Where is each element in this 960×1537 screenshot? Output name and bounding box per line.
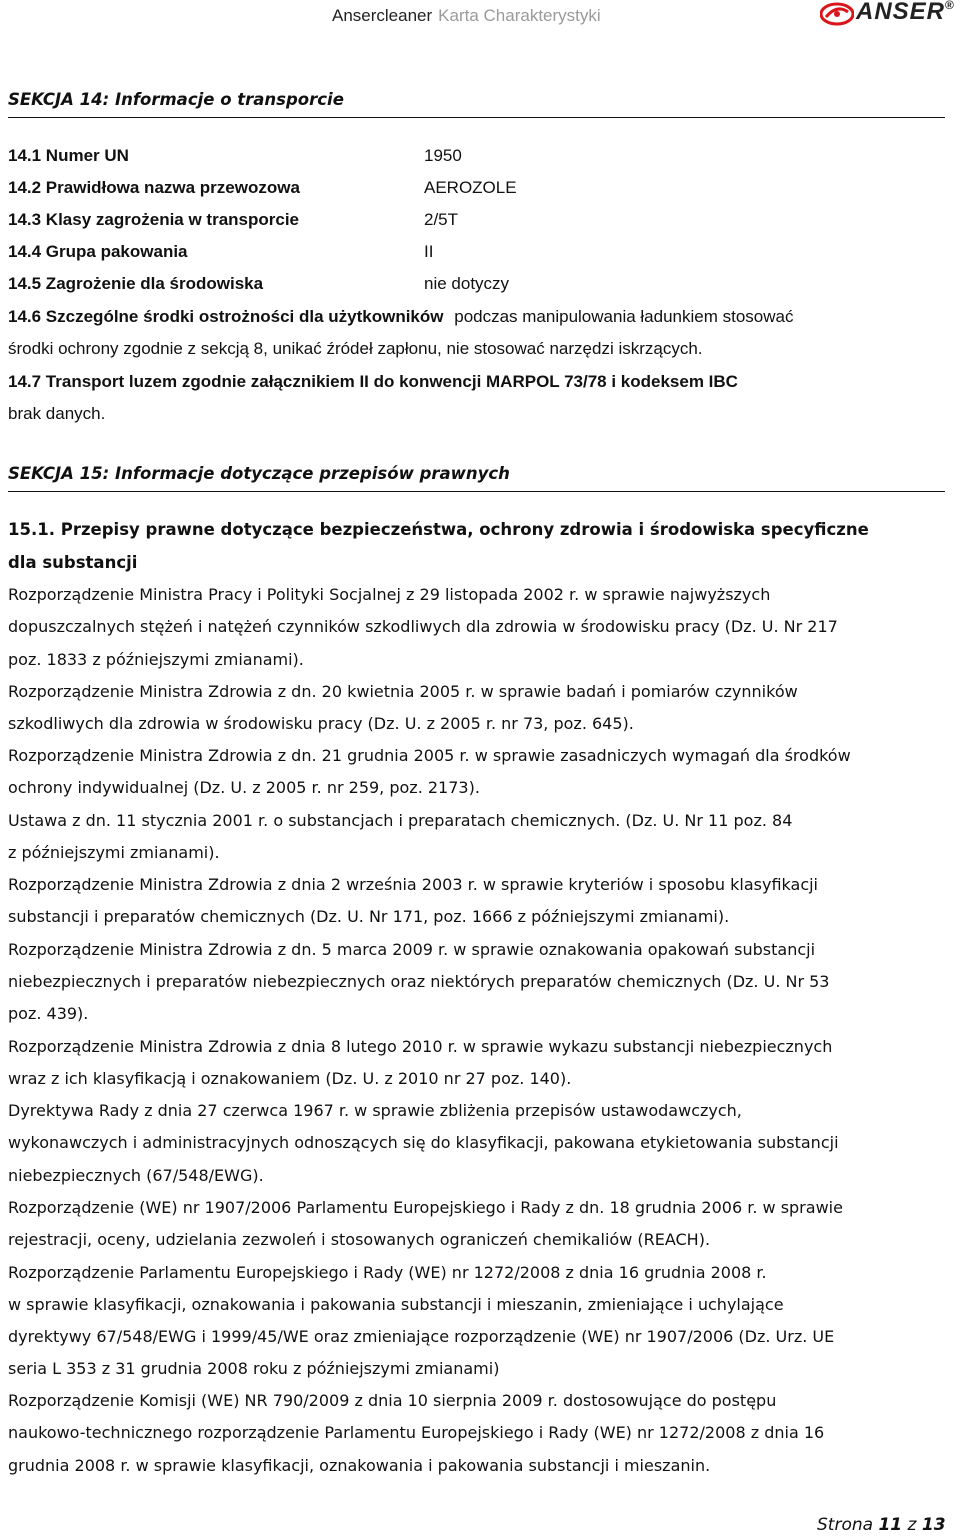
transport-item-value: II [424, 242, 434, 261]
transport-item-label: 14.3 Klasy zagrożenia w transporcie [8, 210, 300, 229]
regulation-line: ochrony indywidualnej (Dz. U. z 2005 r. nr 259, poz. 2173). [8, 778, 480, 797]
page-number-current: 11 [878, 1515, 903, 1535]
regulation-line: poz. 1833 z późniejszymi zmianami). [8, 650, 304, 669]
regulation-line: w sprawie klasyfikacji, oznakowania i pakowania substancji i mieszanin, zmieniające i uchylające [8, 1295, 784, 1314]
regulation-line: substancji i preparatów chemicznych (Dz. U. Nr 171, poz. 1666 z późniejszymi zmianami). [8, 907, 730, 926]
page-number [817, 1515, 946, 1535]
anser-logo-text: ANSER® [856, 0, 955, 25]
regulation-line: Rozporządzenie Parlamentu Europejskiego i Rady (WE) nr 1272/2008 z dnia 16 grudnia 2008 r. [8, 1263, 767, 1282]
regulation-line: Rozporządzenie (WE) nr 1907/2006 Parlamentu Europejskiego i Rady z dn. 18 grudnia 2006 r. w sprawie [8, 1198, 843, 1217]
page-number-total: 13 [921, 1515, 946, 1535]
transport-item-label: 14.1 Numer UN [8, 146, 129, 165]
regulation-line: wykonawczych i administracyjnych odnoszących się do klasyfikacji, pakowana etykietowania substancji [8, 1133, 839, 1152]
transport-item-label: 14.5 Zagrożenie dla środowiska [8, 274, 264, 293]
regulation-line: Rozporządzenie Ministra Zdrowia z dn. 20 kwietnia 2005 r. w sprawie badań i pomiarów czynników [8, 682, 798, 701]
transport-item-value: 1950 [424, 146, 462, 165]
regulation-line: Rozporządzenie Ministra Pracy i Polityki Socjalnej z 29 listopada 2002 r. w sprawie najwyższych [8, 585, 771, 604]
transport-item-7-text: brak danych. [8, 404, 106, 423]
transport-item-6-text-cont: środki ochrony zgodnie z sekcją 8, unikać źródeł zapłonu, nie stosować narzędzi iskrzących. [8, 339, 703, 358]
regulation-line: seria L 353 z 31 grudnia 2008 roku z późniejszymi zmianami) [8, 1359, 500, 1378]
section-15-heading: SEKCJA 15: Informacje dotyczące przepisów prawnych [8, 464, 510, 483]
section-14-rule [8, 117, 945, 118]
regulation-line: Rozporządzenie Ministra Zdrowia z dn. 21 grudnia 2005 r. w sprawie zasadniczych wymagań dla środków [8, 746, 851, 765]
regulation-line: szkodliwych dla zdrowia w środowisku pracy (Dz. U. z 2005 r. nr 73, poz. 645). [8, 714, 634, 733]
section-15-rule [8, 491, 945, 492]
transport-item-6-text: podczas manipulowania ładunkiem stosować [454, 307, 794, 326]
section-14-heading: SEKCJA 14: Informacje o transporcie [8, 90, 344, 109]
regulation-line: Rozporządzenie Ministra Zdrowia z dnia 8 lutego 2010 r. w sprawie wykazu substancji niebezpiecznych [8, 1037, 833, 1056]
header-product-name: Ansercleaner [332, 6, 433, 25]
transport-item-6-label: 14.6 Szczególne środki ostrożności dla użytkowników [8, 307, 444, 326]
regulation-line: dopuszczalnych stężeń i natężeń czynników szkodliwych dla zdrowia w środowisku pracy (Dz. U. Nr 217 [8, 617, 838, 636]
page-header [0, 0, 960, 34]
page-number-prefix: Strona [817, 1515, 874, 1535]
regulation-line: naukowo-technicznego rozporządzenie Parlamentu Europejskiego i Rady (WE) nr 1272/2008 z dnia 16 [8, 1423, 825, 1442]
regulation-line: rejestracji, oceny, udzielania zezwoleń i stosowanych ograniczeń chemikaliów (REACH). [8, 1230, 711, 1249]
regulation-line: dyrektywy 67/548/EWG i 1999/45/WE oraz zmieniające rozporządzenie (WE) nr 1907/2006 (Dz. Urz. UE [8, 1327, 835, 1346]
transport-item-value: nie dotyczy [424, 274, 510, 293]
regulation-line: niebezpiecznych i preparatów niebezpiecznych oraz niektórych preparatów chemicznych (Dz. U. Nr 53 [8, 972, 830, 991]
transport-item-value: 2/5T [424, 210, 459, 229]
transport-item-value: AEROZOLE [424, 178, 517, 197]
header-doc-type: Karta Charakterystyki [438, 6, 601, 25]
regulation-line: Rozporządzenie Komisji (WE) NR 790/2009 z dnia 10 sierpnia 2009 r. dostosowujące do postępu [8, 1391, 777, 1410]
transport-item-6 [8, 307, 952, 327]
regulation-line: poz. 439). [8, 1004, 89, 1023]
regulation-line: wraz z ich klasyfikacją i oznakowaniem (Dz. U. z 2010 nr 27 poz. 140). [8, 1069, 572, 1088]
header-title [332, 6, 601, 26]
regulation-line: Rozporządzenie Ministra Zdrowia z dnia 2 września 2003 r. w sprawie kryteriów i sposobu klasyfikacji [8, 875, 818, 894]
transport-item-label: 14.2 Prawidłowa nazwa przewozowa [8, 178, 300, 197]
section-15-sub-heading-cont: dla substancji [8, 553, 138, 572]
anser-logo [820, 0, 956, 28]
regulation-line: grudnia 2008 r. w sprawie klasyfikacji, oznakowania i pakowania substancji i mieszanin. [8, 1456, 711, 1475]
regulation-line: Dyrektywa Rady z dnia 27 czerwca 1967 r. w sprawie zbliżenia przepisów ustawodawczych, [8, 1101, 742, 1120]
regulation-line: z późniejszymi zmianami). [8, 843, 220, 862]
regulation-line: Rozporządzenie Ministra Zdrowia z dn. 5 marca 2009 r. w sprawie oznakowania opakowań substancji [8, 940, 816, 959]
regulation-line: niebezpiecznych (67/548/EWG). [8, 1166, 264, 1185]
transport-item-label: 14.4 Grupa pakowania [8, 242, 188, 261]
regulation-line: Ustawa z dn. 11 stycznia 2001 r. o substancjach i preparatach chemicznych. (Dz. U. Nr 11 poz. 84 [8, 811, 793, 830]
transport-item-7-label: 14.7 Transport luzem zgodnie załącznikiem II do konwencji MARPOL 73/78 i kodeksem IBC [8, 372, 738, 391]
anser-logo-swoosh-icon [820, 2, 854, 26]
page-number-sep: z [907, 1515, 917, 1535]
section-15-sub-heading: 15.1. Przepisy prawne dotyczące bezpieczeństwa, ochrony zdrowia i środowiska specyficzne [8, 520, 869, 539]
